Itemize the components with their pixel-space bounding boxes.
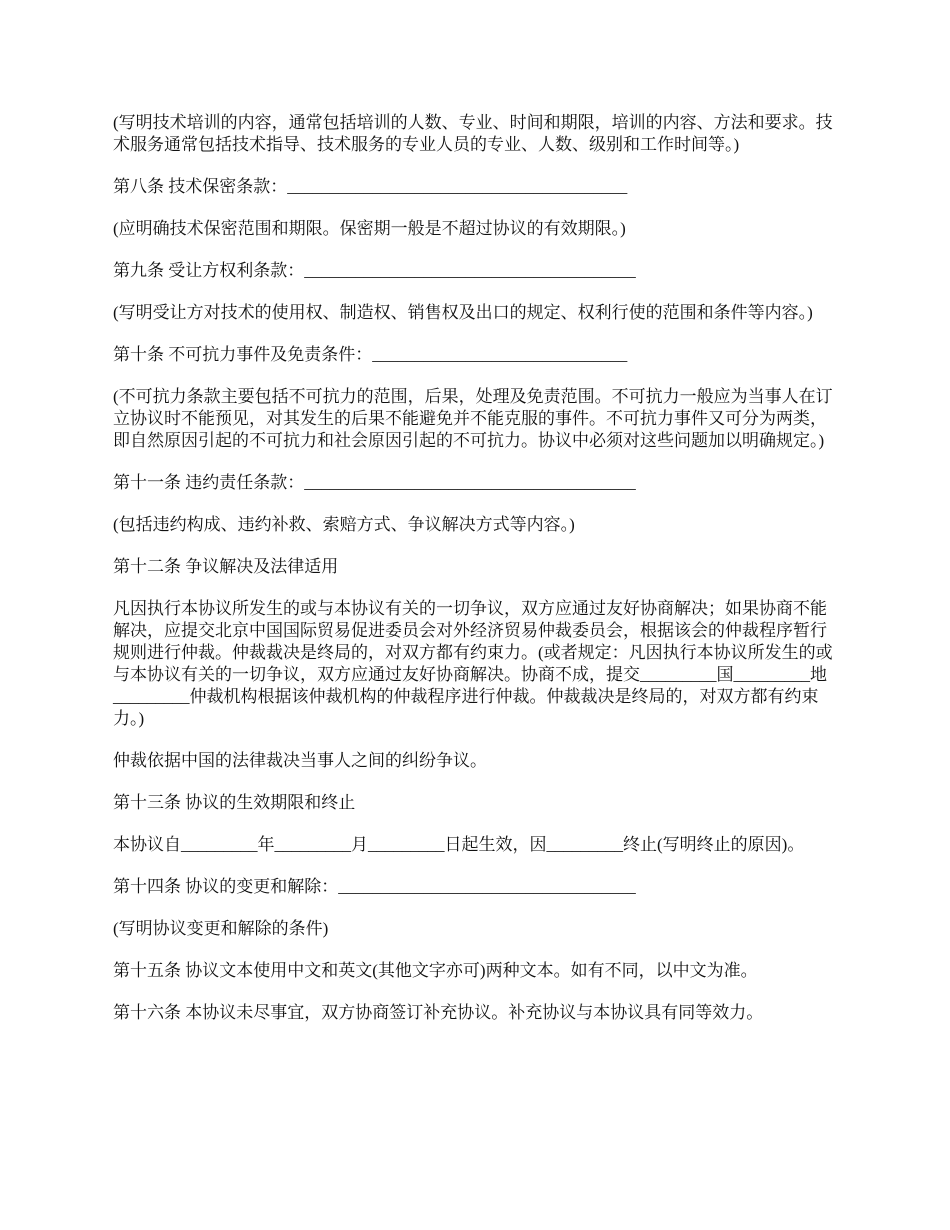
clause-11-label: 第十一条 违约责任条款： — [113, 473, 305, 492]
clause-9-label: 第九条 受让方权利条款： — [113, 261, 305, 280]
clause-15-language: 第十五条 协议文本使用中文和英文(其他文字亦可)两种文本。如有不同，以中文为准。 — [113, 961, 758, 980]
note-liability: (包括违约构成、违约补救、索赔方式、争议解决方式等内容。) — [113, 515, 575, 534]
clause-9-blank: _______________________________________ — [304, 261, 636, 280]
clause-8-blank: ________________________________________ — [287, 177, 628, 196]
clause-8-label: 第八条 技术保密条款： — [113, 177, 288, 196]
clause-11-liability — [113, 472, 843, 494]
clause-10-force-majeure — [113, 344, 843, 366]
clause-14-amendment — [113, 876, 843, 898]
clause-9-transferee-rights — [113, 260, 843, 282]
clause-16-supplement: 第十六条 本协议未尽事宜，双方协商签订补充协议。补充协议与本协议具有同等效力。 — [113, 1003, 764, 1022]
clause-14-blank: ___________________________________ — [338, 877, 636, 896]
note-force-majeure: (不可抗力条款主要包括不可抗力的范围，后果，处理及免责范围。不可抗力一般应为当事人在订立协议时不能预见，对其发生的后果不能避免并不能克服的事件。不可抗力事件又可分为两类，即自然原因引起的不可抗力和社会原因引起的不可抗力。协议中必须对这些问题加以明确规定。) — [113, 387, 833, 450]
clause-13-body: 本协议自_________年_________月_________日起生效，因_________终止(写明终止的原因)。 — [113, 835, 805, 854]
clause-11-blank: _______________________________________ — [304, 473, 636, 492]
clause-12-heading: 第十二条 争议解决及法律适用 — [113, 557, 339, 576]
clause-8-confidentiality — [113, 176, 843, 198]
clause-13-heading: 第十三条 协议的生效期限和终止 — [113, 793, 356, 812]
note-transferee-rights: (写明受让方对技术的使用权、制造权、销售权及出口的规定、权利行使的范围和条件等内容。) — [113, 303, 813, 322]
note-training-service: (写明技术培训的内容，通常包括培训的人数、专业、时间和期限，培训的内容、方法和要求。技术服务通常包括技术指导、技术服务的专业人员的专业、人数、级别和工作时间等。) — [113, 113, 833, 154]
clause-12-arbitration-body: 凡因执行本协议所发生的或与本协议有关的一切争议，双方应通过友好协商解决；如果协商不能解决，应提交北京中国国际贸易促进委员会对外经济贸易仲裁委员会，根据该会的仲裁程序暂行规则进行仲裁。仲裁裁决是终局的，对双方都有约束力。(或者规定：凡因执行本协议所发生的或与本协议有关的一切争议，双方应通过友好协商解决。协商不成，提交_________国_________地_________仲裁机构根据该仲裁机构的仲裁程序进行仲裁。仲裁裁决是终局的，对双方都有约束力。) — [113, 599, 833, 728]
clause-14-label: 第十四条 协议的变更和解除： — [113, 877, 339, 896]
clause-10-label: 第十条 不可抗力事件及免责条件： — [113, 345, 373, 364]
clause-10-blank: ______________________________ — [372, 345, 628, 364]
document-body — [113, 112, 843, 1044]
note-amendment: (写明协议变更和解除的条件) — [113, 919, 329, 938]
note-confidentiality: (应明确技术保密范围和期限。保密期一般是不超过协议的有效期限。) — [113, 219, 626, 238]
clause-12-governing-law: 仲裁依据中国的法律裁决当事人之间的纠纷争议。 — [113, 751, 487, 770]
